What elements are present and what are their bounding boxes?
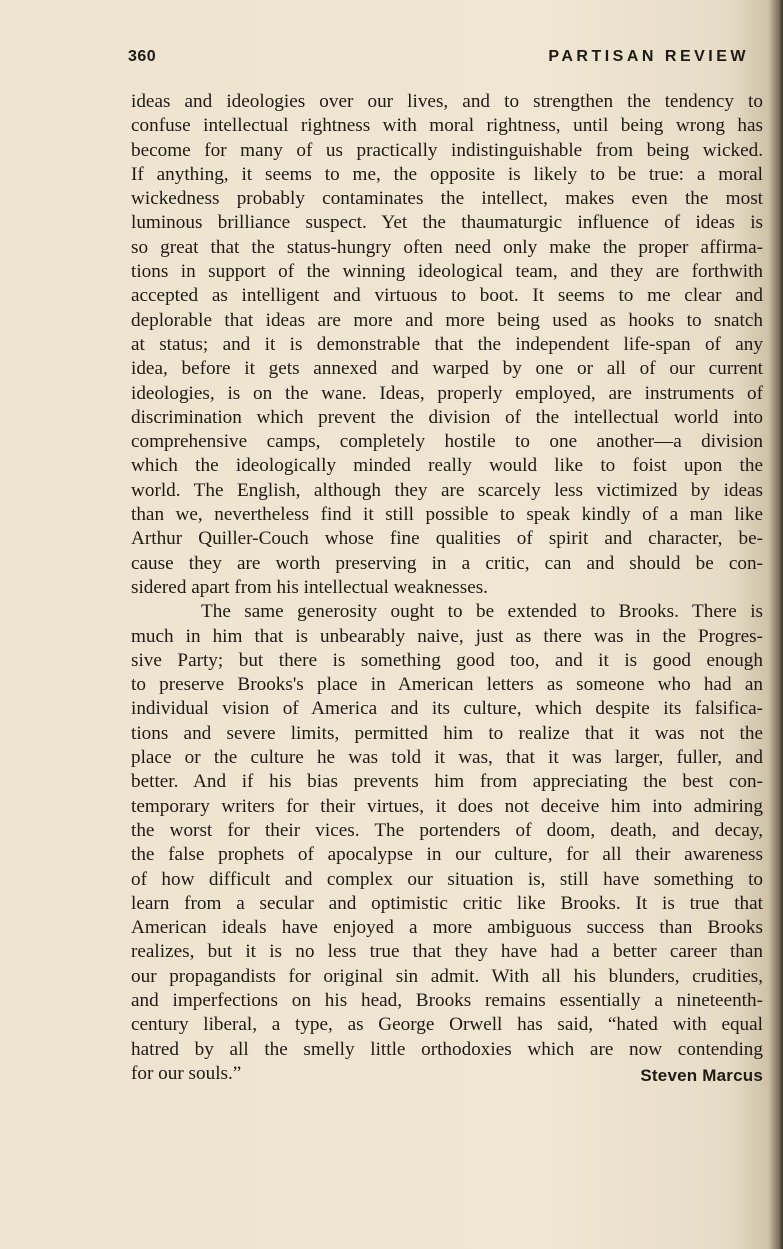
text-line: temporary writers for their virtues, it does not deceive him into admiring [131, 795, 763, 817]
paragraph-1 [131, 90, 763, 600]
text-line: our propagandists for original sin admit. With all his blunders, crudities, [131, 965, 763, 987]
paragraph-2 [131, 600, 763, 1062]
text-line: hatred by all the smelly little orthodoxies which are now contending [131, 1038, 763, 1060]
text-line: realizes, but it is no less true that they have had a better career than [131, 941, 763, 963]
text-line: learn from a secular and optimistic critic like Brooks. It is true that [131, 892, 763, 914]
text-line: better. And if his bias prevents him from appreciating the best con- [131, 771, 763, 793]
text-line: sive Party; but there is something good too, and it is good enough [131, 649, 763, 671]
text-line: confuse intellectual rightness with moral rightness, until being wrong has [131, 115, 763, 137]
running-head: PARTISAN REVIEW [548, 48, 749, 65]
text-line: accepted as intelligent and virtuous to boot. It seems to me clear and [131, 285, 763, 307]
text-line: much in him that is unbearably naive, just as there was in the Progres- [131, 625, 763, 647]
text-line: individual vision of America and its culture, which despite its falsifica- [131, 698, 763, 720]
text-line: tions and severe limits, permitted him to realize that it was not the [131, 722, 763, 744]
closing-line-row [131, 1062, 763, 1086]
author-signature: Steven Marcus [640, 1065, 763, 1085]
text-line: so great that the status-hungry often need only make the proper affirma- [131, 236, 763, 258]
text-line: which the ideologically minded really would like to foist upon the [131, 455, 763, 477]
text-line: than we, nevertheless find it still possible to speak kindly of a man like [131, 504, 763, 526]
text-line: at status; and it is demonstrable that the independent life-span of any [131, 333, 763, 355]
article-body [131, 90, 763, 1086]
text-line: become for many of us practically indistinguishable from being wicked. [131, 139, 763, 161]
text-line: idea, before it gets annexed and warped by one or all of our current [131, 358, 763, 380]
closing-line: for our souls.” [131, 1062, 242, 1084]
text-line: to preserve Brooks's place in American letters as someone who had an [131, 674, 763, 696]
text-line: Arthur Quiller-Couch whose fine qualities of spirit and character, be- [131, 528, 763, 550]
text-line: luminous brilliance suspect. Yet the thaumaturgic influence of ideas is [131, 212, 763, 234]
text-line: American ideals have enjoyed a more ambiguous success than Brooks [131, 917, 763, 939]
text-line: ideas and ideologies over our lives, and to strengthen the tendency to [131, 91, 763, 112]
text-line: the false prophets of apocalypse in our culture, for all their awareness [131, 844, 763, 866]
text-line: and imperfections on his head, Brooks remains essentially a nineteenth- [131, 989, 763, 1011]
page-gutter-shadow [769, 0, 783, 1249]
text-line: place or the culture he was told it was, that it was larger, fuller, and [131, 747, 763, 769]
text-line: the worst for their vices. The portenders of doom, death, and decay, [131, 819, 763, 841]
text-line: The same generosity ought to be extended to Brooks. There is [201, 601, 763, 623]
text-line: comprehensive camps, completely hostile to one another—a division [131, 431, 763, 453]
text-line: If anything, it seems to me, the opposite is likely to be true: a moral [131, 163, 763, 185]
text-line: cause they are worth preserving in a critic, can and should be con- [131, 552, 763, 574]
text-line: wickedness probably contaminates the intellect, makes even the most [131, 188, 763, 210]
text-line: deplorable that ideas are more and more being used as hooks to snatch [131, 309, 763, 331]
text-line: discrimination which prevent the division of the intellectual world into [131, 406, 763, 428]
text-line: of how difficult and complex our situation is, still have something to [131, 868, 763, 890]
text-line: century liberal, a type, as George Orwell has said, “hated with equal [131, 1014, 763, 1036]
page-number: 360 [128, 48, 157, 65]
text-line: ideologies, is on the wane. Ideas, properly employed, are instruments of [131, 382, 763, 404]
text-line: tions in support of the winning ideological team, and they are forthwith [131, 261, 763, 283]
text-line: sidered apart from his intellectual weaknesses. [131, 576, 488, 598]
text-line: world. The English, although they are scarcely less victimized by ideas [131, 479, 763, 501]
